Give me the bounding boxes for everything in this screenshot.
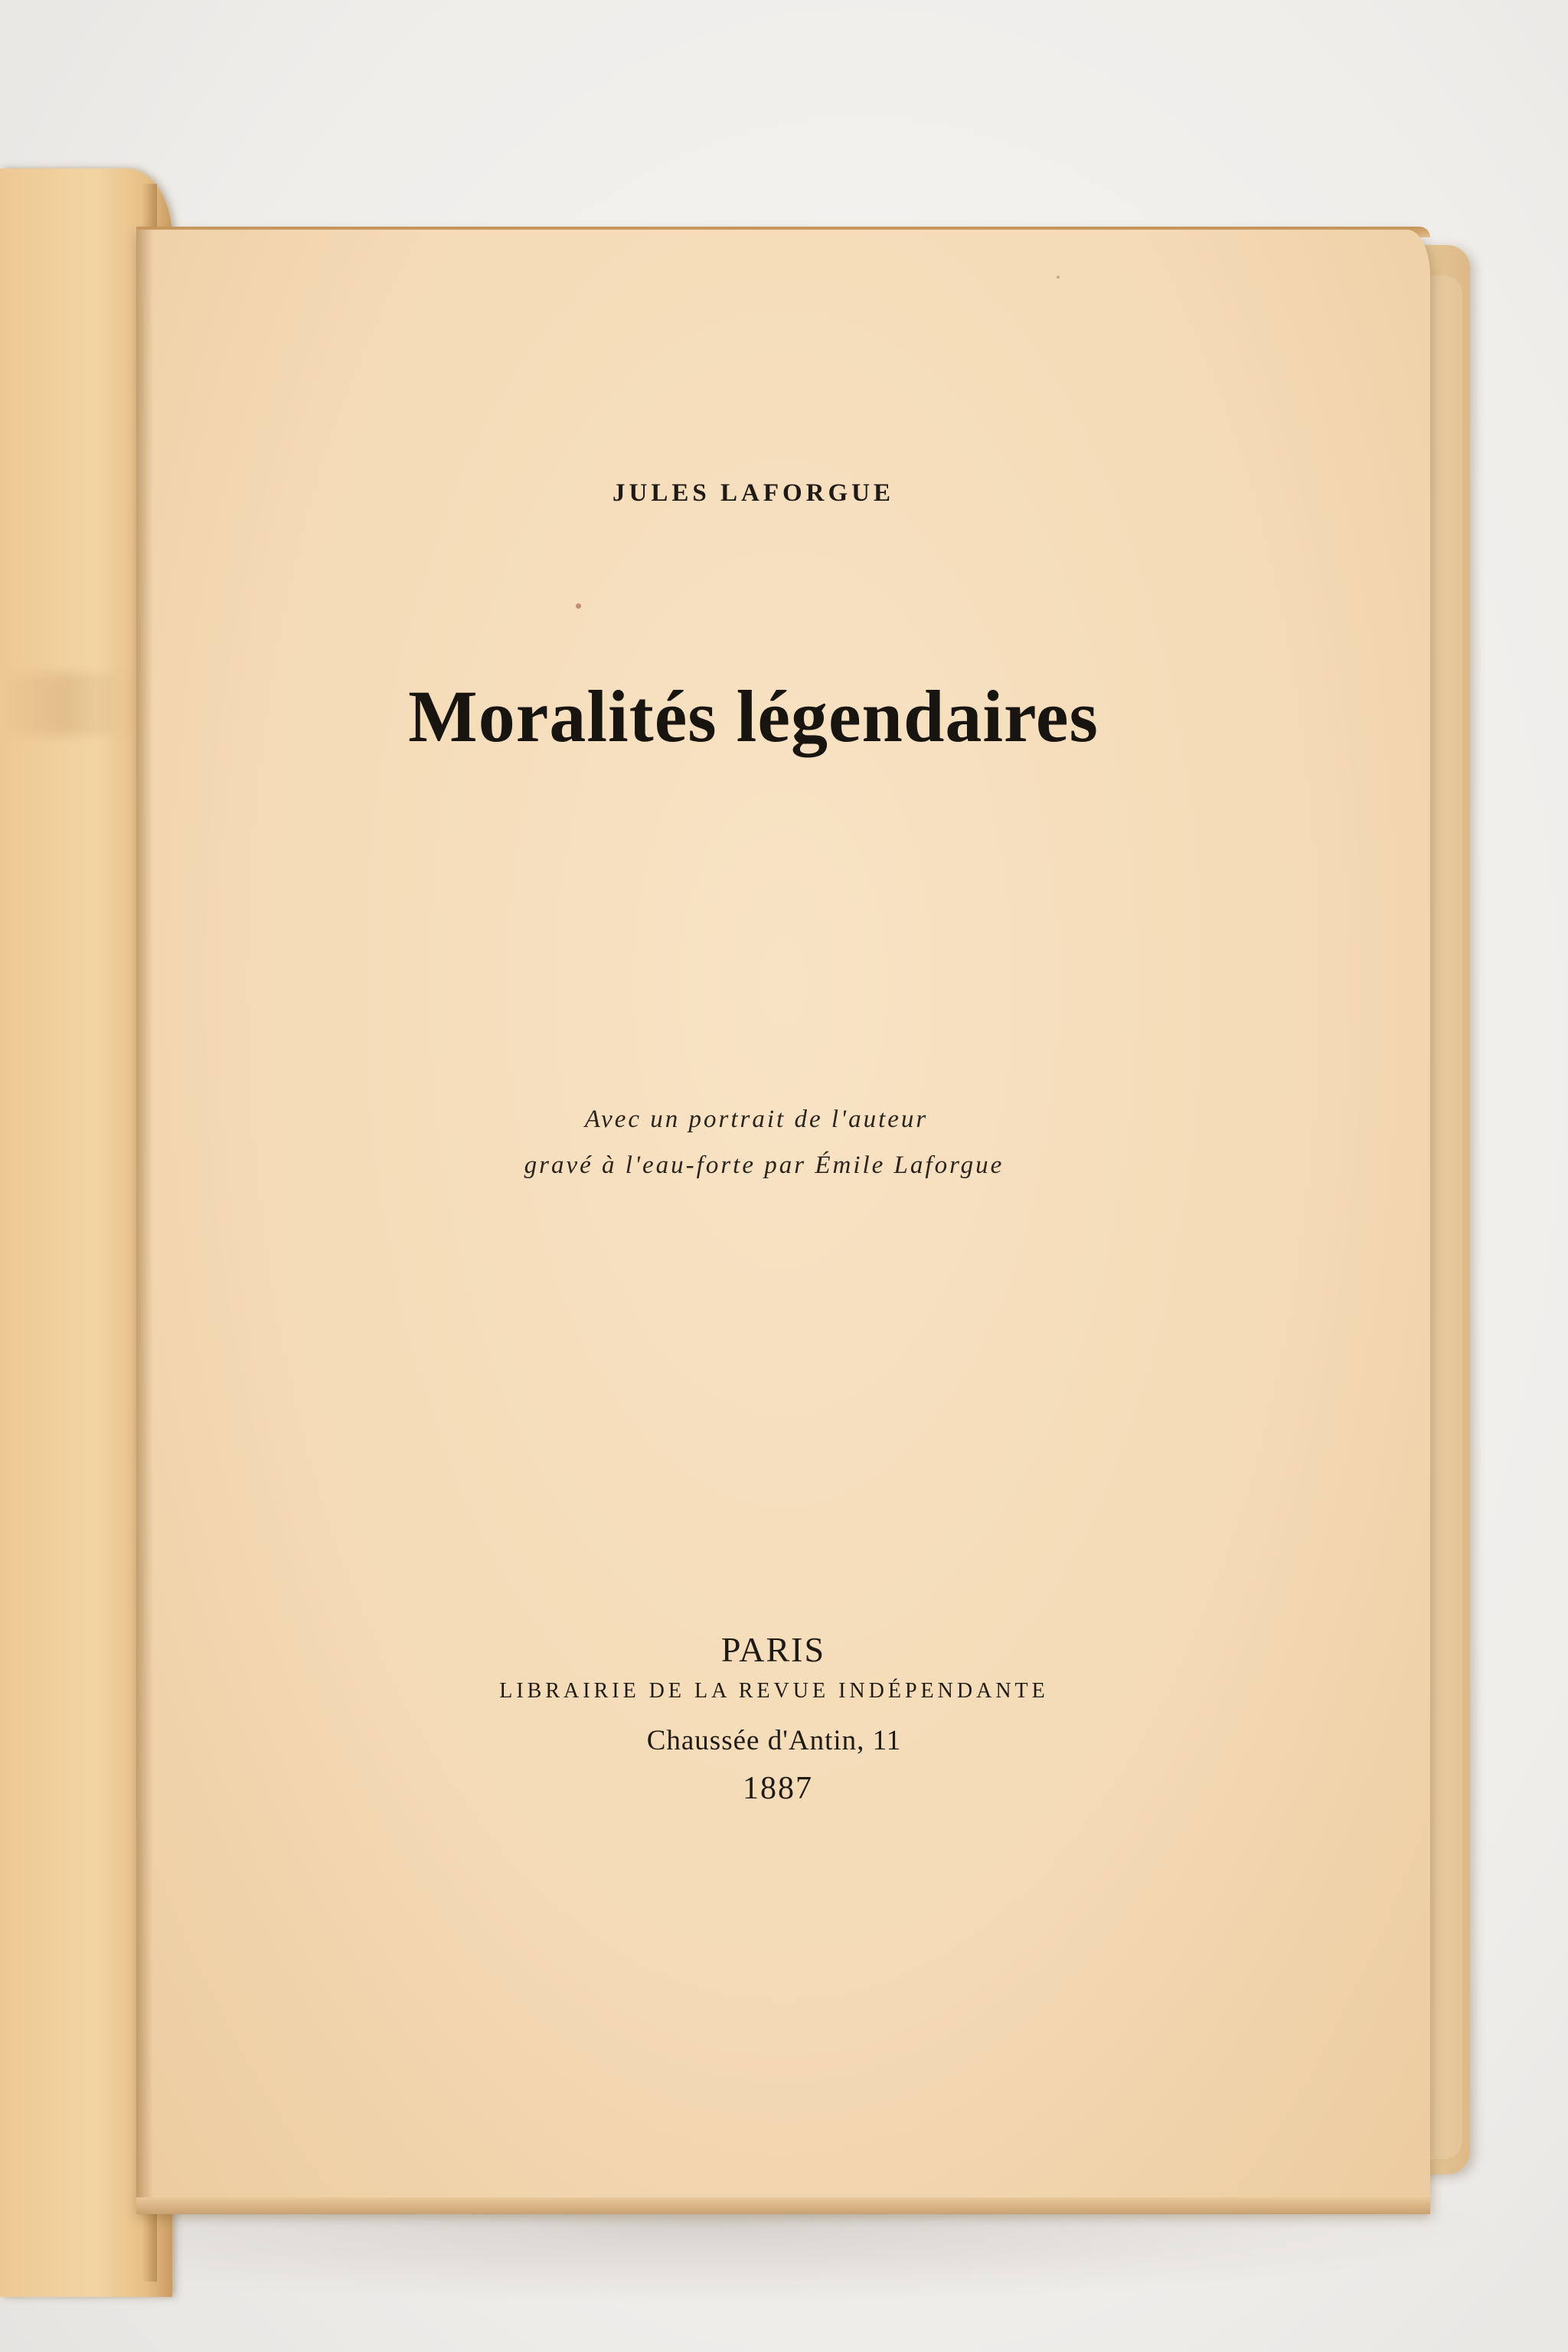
author-name: JULES LAFORGUE [612, 479, 894, 507]
page-gutter-shadow [136, 230, 153, 2213]
title-page [136, 230, 1430, 2213]
paper-fleck [576, 603, 581, 609]
title-page-bottom-edge [136, 2197, 1430, 2214]
imprint-city: PARIS [720, 1630, 826, 1669]
imprint-address: Chaussée d'Antin, 11 [646, 1725, 902, 1756]
subtitle-line-1: Avec un portrait de l'auteur [584, 1106, 929, 1133]
imprint-publisher: LIBRAIRIE DE LA REVUE INDÉPENDANTE [499, 1679, 1049, 1703]
imprint-year: 1887 [743, 1771, 813, 1806]
book-title: Moralités légendaires [408, 675, 1099, 757]
subtitle-line-2: gravé à l'eau-forte par Émile Laforgue [524, 1152, 1004, 1179]
paper-fleck [1057, 276, 1060, 279]
book-shadow [46, 2205, 1501, 2305]
